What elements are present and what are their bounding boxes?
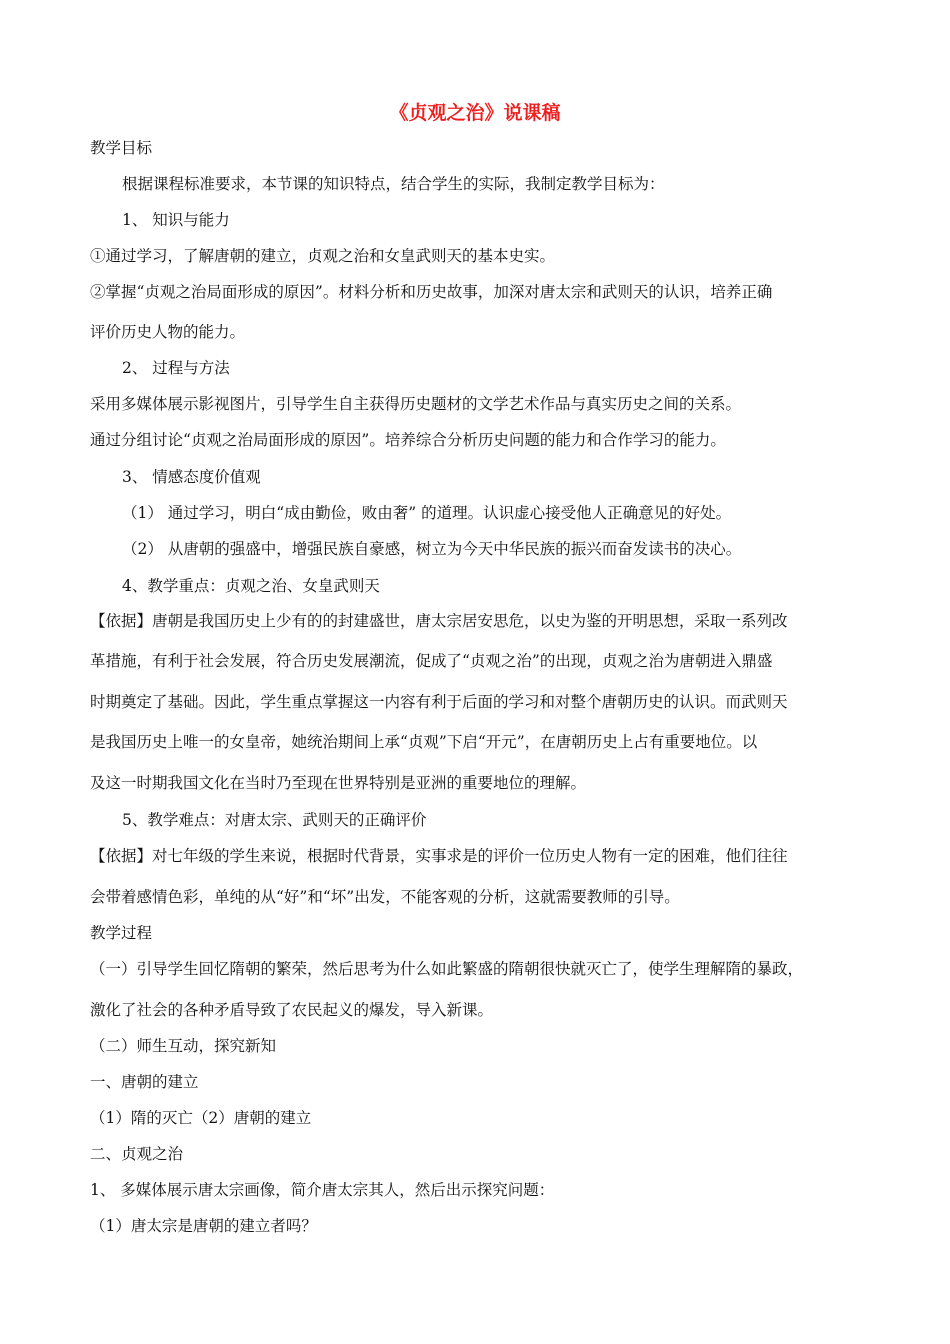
paragraph-goal-2: ②掌握“贞观之治局面形成的原因”。材料分析和历史故事，加深对唐太宗和武则天的认识，培养正确	[90, 283, 773, 301]
paragraph-basis-1-cont-3: 是我国历史上唯一的女皇帝，她统治期间上承“贞观”下启“开元”，在唐朝历史上占有重要地位。以	[90, 733, 758, 751]
subheading-process-method: 2、 过程与方法	[122, 359, 230, 377]
section-zhenguan: 二、贞观之治	[90, 1145, 184, 1163]
subheading-key-points: 4、教学重点：贞观之治、女皇武则天	[122, 577, 380, 595]
paragraph-basis-2-cont: 会带着感情色彩，单纯的从“好”和“坏”出发，不能客观的分析，这就需要教师的引导。	[90, 888, 680, 906]
paragraph-zhenguan-1: 1、 多媒体展示唐太宗画像，简介唐太宗其人，然后出示探究问题：	[90, 1181, 555, 1199]
section-tang-founding: 一、唐朝的建立	[90, 1073, 199, 1091]
paragraph-basis-1-cont-1: 革措施，有利于社会发展，符合历史发展潮流，促成了“贞观之治”的出现，贞观之治为唐朝进入鼎盛	[90, 652, 773, 670]
subheading-knowledge-ability: 1、 知识与能力	[122, 211, 230, 229]
paragraph-basis-1-cont-4: 及这一时期我国文化在当时乃至现在世界特别是亚洲的重要地位的理解。	[90, 774, 587, 792]
paragraph-emotion-1: （1） 通过学习，明白“成由勤俭，败由奢” 的道理。认识虚心接受他人正确意见的好处。	[122, 504, 732, 522]
paragraph-sui-fall-tang-founding: （1）隋的灭亡（2）唐朝的建立	[90, 1109, 312, 1127]
subheading-emotion-values: 3、 情感态度价值观	[122, 468, 261, 486]
subheading-difficult-points: 5、教学难点：对唐太宗、武则天的正确评价	[122, 811, 427, 829]
heading-teaching-process: 教学过程	[90, 924, 153, 942]
paragraph-question-1: （1）唐太宗是唐朝的建立者吗？	[90, 1217, 317, 1235]
paragraph-method-2: 通过分组讨论“贞观之治局面形成的原因”。培养综合分析历史问题的能力和合作学习的能力。	[90, 431, 726, 449]
paragraph-basis-1-cont-2: 时期奠定了基础。因此，学生重点掌握这一内容有利于后面的学习和对整个唐朝历史的认识。而武则天	[90, 693, 788, 711]
paragraph-emotion-2: （2） 从唐朝的强盛中，增强民族自豪感，树立为今天中华民族的振兴而奋发读书的决心。	[122, 540, 742, 558]
paragraph-step-2: （二）师生互动，探究新知	[90, 1037, 277, 1055]
paragraph-basis-1: 【依据】唐朝是我国历史上少有的的封建盛世，唐太宗居安思危，以史为鉴的开明思想，采取一系列改	[90, 612, 788, 630]
document-title: 《贞观之治》说课稿	[389, 102, 561, 124]
heading-teaching-goals: 教学目标	[90, 139, 153, 157]
paragraph-goal-2-cont: 评价历史人物的能力。	[90, 323, 246, 341]
paragraph-step-1-cont: 激化了社会的各种矛盾导致了农民起义的爆发，导入新课。	[90, 1001, 494, 1019]
paragraph-method-1: 采用多媒体展示影视图片，引导学生自主获得历史题材的文学艺术作品与真实历史之间的关系。	[90, 395, 742, 413]
paragraph-basis-2: 【依据】对七年级的学生来说，根据时代背景，实事求是的评价一位历史人物有一定的困难，他们往往	[90, 847, 788, 865]
paragraph-goals-intro: 根据课程标准要求，本节课的知识特点，结合学生的实际，我制定教学目标为：	[122, 175, 665, 193]
paragraph-goal-1: ①通过学习，了解唐朝的建立，贞观之治和女皇武则天的基本史实。	[90, 247, 556, 265]
paragraph-step-1: （一）引导学生回忆隋朝的繁荣，然后思考为什么如此繁盛的隋朝很快就灭亡了，使学生理解隋的暴政，	[90, 960, 804, 978]
